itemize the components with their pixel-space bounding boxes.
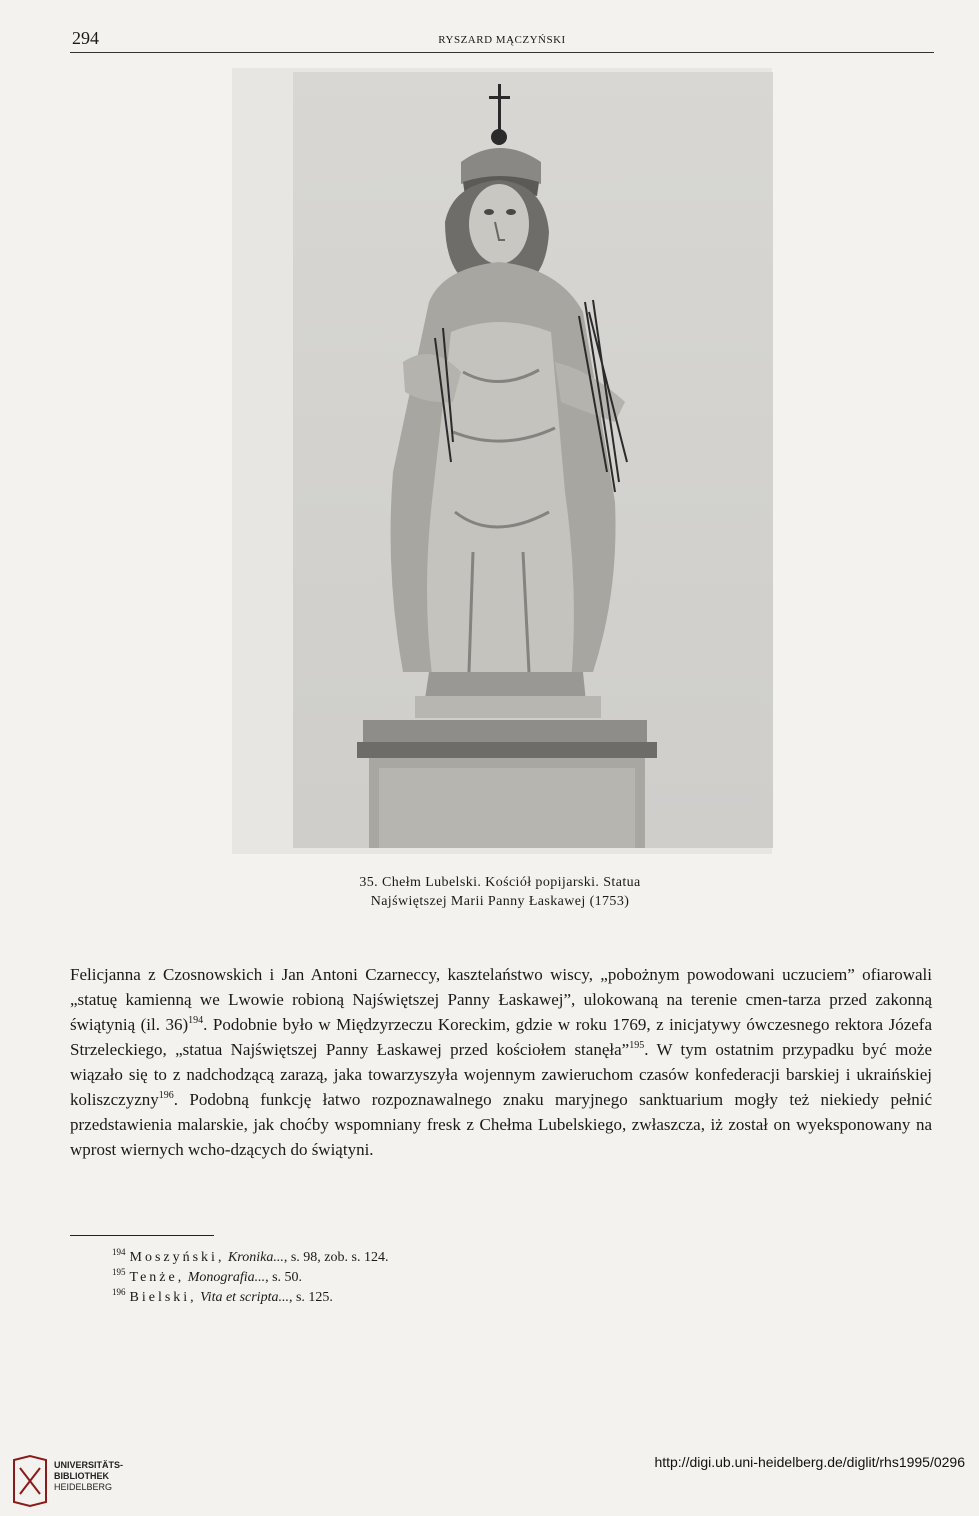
footnote-rest: , s. 98, zob. s. 124. [283,1250,389,1265]
footnote-ref-194[interactable]: 194 [188,1015,204,1026]
footnote-title: Vita et scripta... [200,1290,289,1305]
library-name [54,1460,123,1493]
footnote-number: 196 [112,1287,126,1297]
paragraph-text: . Podobną funkcję łatwo rozpoznawalnego znaku maryjnego sanktuarium mogły też niekiedy pełnić przedstawienia malarskie, jak choćby wspomniany fresk z Chełma Lubelskiego, zwłaszcza, iż został on wyeksponowany na wprost wiernych wcho-dzących do świątyni. [70,1090,932,1159]
paragraph-text: Felicjanna z Czosnowskich i Jan Antoni Czarneccy, kasztelaństwo wiscy, „pobożnym powodowani uczuciem” ofiarowali „statuę kamienną we Lwowie robioną Najświętszej Panny Łaskawej”, ulokowaną na terenie cmen-tarza przed zakonną świątynią (il. 36) [70,965,932,1034]
footnote-ref-196[interactable]: 196 [158,1090,174,1101]
library-logo-icon [10,1454,50,1508]
library-name-line: HEIDELBERG [54,1482,113,1492]
source-url-link[interactable]: http://digi.ub.uni-heidelberg.de/diglit/rhs1995/0296 [654,1454,965,1470]
running-title: RYSZARD MĄCZYŃSKI [438,34,566,46]
statue-photograph [293,72,773,848]
footnote-title: Kronika... [227,1250,284,1265]
figure-caption [290,873,710,911]
library-name-line: BIBLIOTHEK [54,1471,109,1481]
running-head [70,26,934,53]
caption-line: 35. Chełm Lubelski. Kościół popijarski. Statua [359,875,641,890]
paragraph-text: . W tym ostatnim przypadku być może wiązało się to z nadchodzącą zarazą, jaka towarzyszyła wojennym zawieruchom czasów konfederacji barskiej i ukraińskiej koliszczyzny [70,1040,932,1109]
footnote-author: Tenże, [129,1270,185,1285]
footnote-rest: , s. 125. [288,1290,333,1305]
footnote-author: Bielski, [129,1290,197,1305]
footnote-author: Moszyński, [129,1250,225,1265]
footnote [112,1248,752,1268]
footnote [112,1288,752,1308]
footnote-number: 195 [112,1267,126,1277]
footnote-divider [70,1235,214,1236]
body-paragraph [70,962,932,1162]
caption-line: Najświętszej Marii Panny Łaskawej (1753) [370,894,630,909]
footnotes [112,1248,752,1308]
footnote-number: 194 [112,1247,126,1257]
footnote [112,1268,752,1288]
footnote-rest: , s. 50. [265,1270,303,1285]
statue-illustration [293,72,773,848]
footnote-ref-195[interactable]: 195 [629,1040,645,1051]
paragraph-text: . Podobnie było w Międzyrzeczu Koreckim, gdzie w roku 1769, z inicjatywy ówczesnego rektora Józefa Strzeleckiego, „statua Najświętszej Panny Łaskawej przed kościołem stanęła” [70,1015,933,1059]
library-name-line: UNIVERSITÄTS- [54,1460,124,1470]
page-number: 294 [72,28,99,48]
footnote-title: Monografia... [187,1270,266,1285]
